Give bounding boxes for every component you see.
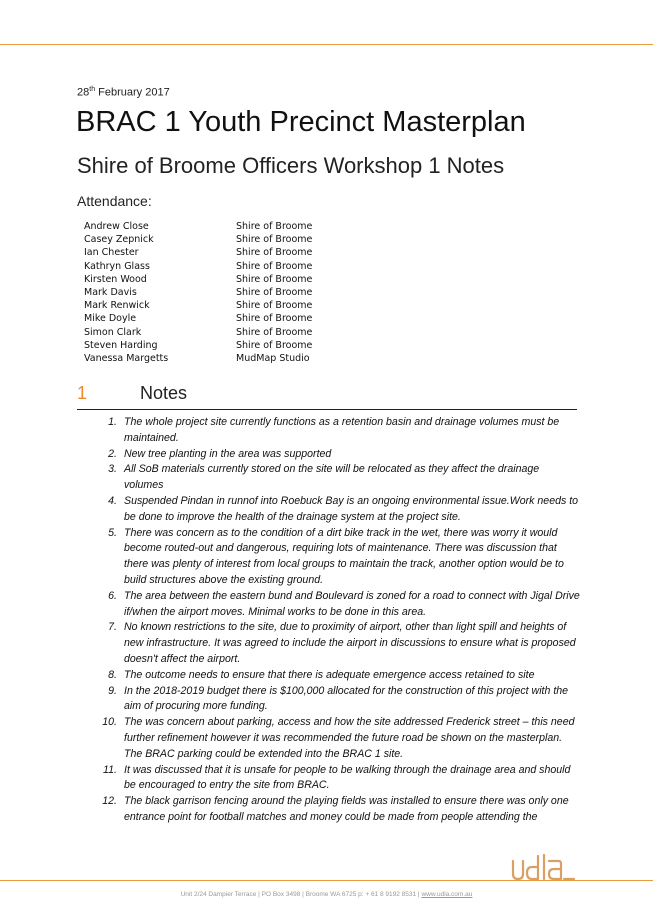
note-item xyxy=(90,668,580,684)
note-item xyxy=(90,620,580,667)
note-item xyxy=(90,462,580,494)
attendee-organisation: Shire of Broome xyxy=(236,339,313,351)
attendance-list xyxy=(84,220,344,365)
attendee-organisation: Shire of Broome xyxy=(236,247,313,259)
attendee-organisation: Shire of Broome xyxy=(236,286,313,298)
attendee-organisation: Shire of Broome xyxy=(236,300,313,312)
footer xyxy=(0,891,653,898)
note-text: New tree planting in the area was supported xyxy=(124,447,332,460)
section-divider xyxy=(77,409,577,410)
attendee-name: Mark Renwick xyxy=(84,300,150,312)
note-number: 5. xyxy=(108,526,117,539)
attendee-name: Kathryn Glass xyxy=(84,260,150,272)
note-text: The whole project site currently functions as a retention basin and drainage volumes must be maintained. xyxy=(124,416,560,444)
note-number: 11. xyxy=(103,763,117,776)
note-text: In the 2018-2019 budget there is $100,000 allocated for the construction of this project with the aim of procuring more funding. xyxy=(124,684,569,713)
attendee-name: Simon Clark xyxy=(84,326,142,338)
header-accent-rule xyxy=(0,44,653,45)
document-subtitle: Shire of Broome Officers Workshop 1 Notes xyxy=(77,153,505,178)
note-text: The black garrison fencing around the playing fields was installed to ensure there was only one entrance point for football matches and money could be made from people attending the xyxy=(124,795,569,823)
attendee-row xyxy=(84,286,344,299)
footer-address: Unit 2/24 Dampier Terrace | PO Box 3498 | Broome WA 6725 p: + 61 8 9192 8531 | xyxy=(180,891,422,898)
note-number: 1. xyxy=(108,416,117,428)
note-item xyxy=(90,415,580,447)
section-number: 1 xyxy=(77,383,88,403)
note-text: The outcome needs to ensure that there is adequate emergence access retained to site xyxy=(124,668,535,681)
note-item xyxy=(90,763,580,795)
note-text: Suspended Pindan in runnof into Roebuck Bay is an ongoing environmental issue.Work needs to be done to improve the health of the drainage system at the project site. xyxy=(124,494,579,523)
note-item xyxy=(90,447,580,463)
note-item xyxy=(90,684,580,716)
attendee-organisation: Shire of Broome xyxy=(236,313,313,325)
note-text: It was discussed that it is unsafe for people to be walking through the drainage area and should be encouraged to entry the site from BRAC. xyxy=(124,763,571,792)
udla-logo-mark xyxy=(510,852,578,882)
attendee-organisation: Shire of Broome xyxy=(236,260,313,272)
attendee-row xyxy=(84,233,344,246)
attendee-row xyxy=(84,260,344,273)
note-number: 7. xyxy=(108,621,117,634)
document-title: BRAC 1 Youth Precinct Masterplan xyxy=(76,106,526,138)
note-text: There was concern as to the condition of a dirt bike track in the wet, there was worry it would become routed-out and dangerous, requiring lots of maintenance. There was discussion that there was plenty of interest from local groups to maintain the track, another option would be to build structures above the existing ground. xyxy=(124,526,564,586)
note-number: 12. xyxy=(102,795,117,808)
note-item xyxy=(90,526,580,589)
attendance-heading: Attendance: xyxy=(77,193,152,209)
note-number: 2. xyxy=(108,447,117,460)
attendee-name: Mike Doyle xyxy=(84,313,137,325)
note-number: 8. xyxy=(108,668,117,681)
note-item xyxy=(90,494,580,526)
note-item xyxy=(90,794,580,826)
note-text: The was concern about parking, access and how the site addressed Frederick street – this need further refinement however it was recommended the future road be shown on the masterplan. The BRAC parking could be extended into the BRAC 1 site. xyxy=(124,716,575,760)
attendee-organisation: Shire of Broome xyxy=(236,326,313,338)
note-number: 3. xyxy=(108,463,117,476)
attendee-row xyxy=(84,220,344,233)
document-date: 28th February 2017 xyxy=(77,86,170,99)
note-item xyxy=(90,589,580,621)
attendee-row xyxy=(84,273,344,286)
attendee-name: Casey Zepnick xyxy=(84,234,154,246)
attendee-name: Vanessa Margetts xyxy=(84,352,169,364)
note-number: 10. xyxy=(102,716,117,729)
note-number: 9. xyxy=(108,684,117,697)
attendee-row xyxy=(84,312,344,325)
attendee-row xyxy=(84,326,344,339)
section-title: Notes xyxy=(140,383,188,403)
footer-website-link[interactable]: www.udla.com.au xyxy=(421,891,473,898)
note-text: All SoB materials currently stored on the site will be relocated as they affect the drainage volumes xyxy=(124,463,540,492)
note-text: No known restrictions to the site, due to proximity of airport, other than light spill and heights of new infrastructure. It was agreed to include the airport in discussions to ensure what is proposed doesn't affect the airport. xyxy=(124,621,576,665)
attendee-name: Steven Harding xyxy=(84,339,158,351)
note-text: The area between the eastern bund and Boulevard is zoned for a road to connect with Jigal Drive if/when the airport moves. Minimal works to be done in this area. xyxy=(124,589,580,618)
attendee-name: Andrew Close xyxy=(84,221,149,232)
attendee-row xyxy=(84,352,344,365)
attendee-row xyxy=(84,299,344,312)
notes-list xyxy=(90,415,580,826)
attendee-organisation: Shire of Broome xyxy=(236,221,313,232)
udla-logo xyxy=(510,852,578,887)
note-number: 6. xyxy=(108,589,117,602)
attendee-row xyxy=(84,246,344,259)
attendee-organisation: Shire of Broome xyxy=(236,234,313,246)
note-number: 4. xyxy=(108,494,117,507)
note-item xyxy=(90,715,580,762)
attendee-name: Ian Chester xyxy=(84,247,139,259)
attendee-name: Kirsten Wood xyxy=(84,273,147,285)
attendee-row xyxy=(84,339,344,352)
attendee-organisation: Shire of Broome xyxy=(236,273,313,285)
attendee-organisation: MudMap Studio xyxy=(236,352,310,364)
attendee-name: Mark Davis xyxy=(84,286,137,298)
footer-accent-rule xyxy=(0,880,653,881)
